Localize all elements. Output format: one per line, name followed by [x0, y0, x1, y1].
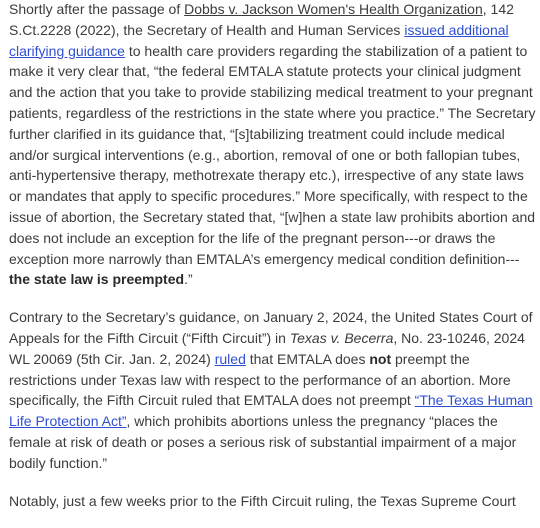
p2-text-4: preempt the restrictions under Texas law with respect to the performance of an abortion. More specifically, the Fifth Circuit ruled that EMTALA does not preempt — [9, 350, 511, 409]
article-body — [9, 0, 536, 528]
paragraph-2 — [9, 307, 536, 473]
p2-text-2: , No. 23-10246, 2024 WL 20069 (5th Cir. Jan. 2, 2024) — [9, 329, 525, 367]
p1-text-1: Shortly after the passage of — [9, 1, 185, 17]
p1-text-3: to health care providers regarding the stabilization of a patient to make it very clear that, “the federal EMTALA statute protects your clinical judgment and the action that you take to provide stabilizing medical treatment to your pregnant patients, regardless of the restrictions in the state where you practice.” The Secretary further clarified in its guidance that, “[s]tabilizing treatment could include medical and/or surgical interventions (e.g., abortion, removal of one or both fallopian tubes, anti-hypertensive therapy, methotrexate therapy etc.), irrespective of any state laws or mandates that apply to specific procedures.” More specifically, with respect to the issue of abortion, the Secretary stated that, “[w]hen a state law prohibits abortion and does not include an exception for the life of the pregnant person---or draws the exception more narrowly than EMTALA’s emergency medical condition definition--- — [9, 42, 536, 267]
p1-text-4: .” — [184, 271, 193, 288]
not-bold-text: not — [369, 350, 392, 367]
texas-v-becerra-case-name: Texas v. Becerra — [289, 329, 394, 346]
p2-text-1: Contrary to the Secretary’s guidance, on January 2, 2024, the United States Court of Appeals for the Fifth Circuit (“Fifth Circuit”) in — [9, 309, 533, 346]
ruled-link[interactable]: ruled — [214, 350, 246, 367]
p1-text-2: , 142 S.Ct.2228 (2022), the Secretary of Health and Human Services — [9, 1, 514, 38]
clarifying-guidance-link[interactable]: issued additional clarifying guidance — [9, 21, 509, 59]
p2-text-5: , which prohibits abortions unless the pregnancy “places the female at risk of death or poses a serious risk of substantial impairment of a major bodily function.” — [9, 413, 517, 471]
preempted-bold-text: the state law is preempted — [9, 271, 185, 288]
dobbs-case-link[interactable]: Dobbs v. Jackson Women's Health Organization — [184, 1, 483, 17]
p3-text-1: Notably, just a few weeks prior to the Fifth Circuit ruling, the Texas Supreme Court — [9, 492, 516, 509]
paragraph-1 — [9, 0, 536, 290]
texas-human-life-protection-act-link[interactable]: “The Texas Human Life Protection Act” — [9, 392, 533, 430]
p2-text-3: that EMTALA does — [245, 350, 370, 367]
paragraph-3 — [9, 491, 536, 512]
